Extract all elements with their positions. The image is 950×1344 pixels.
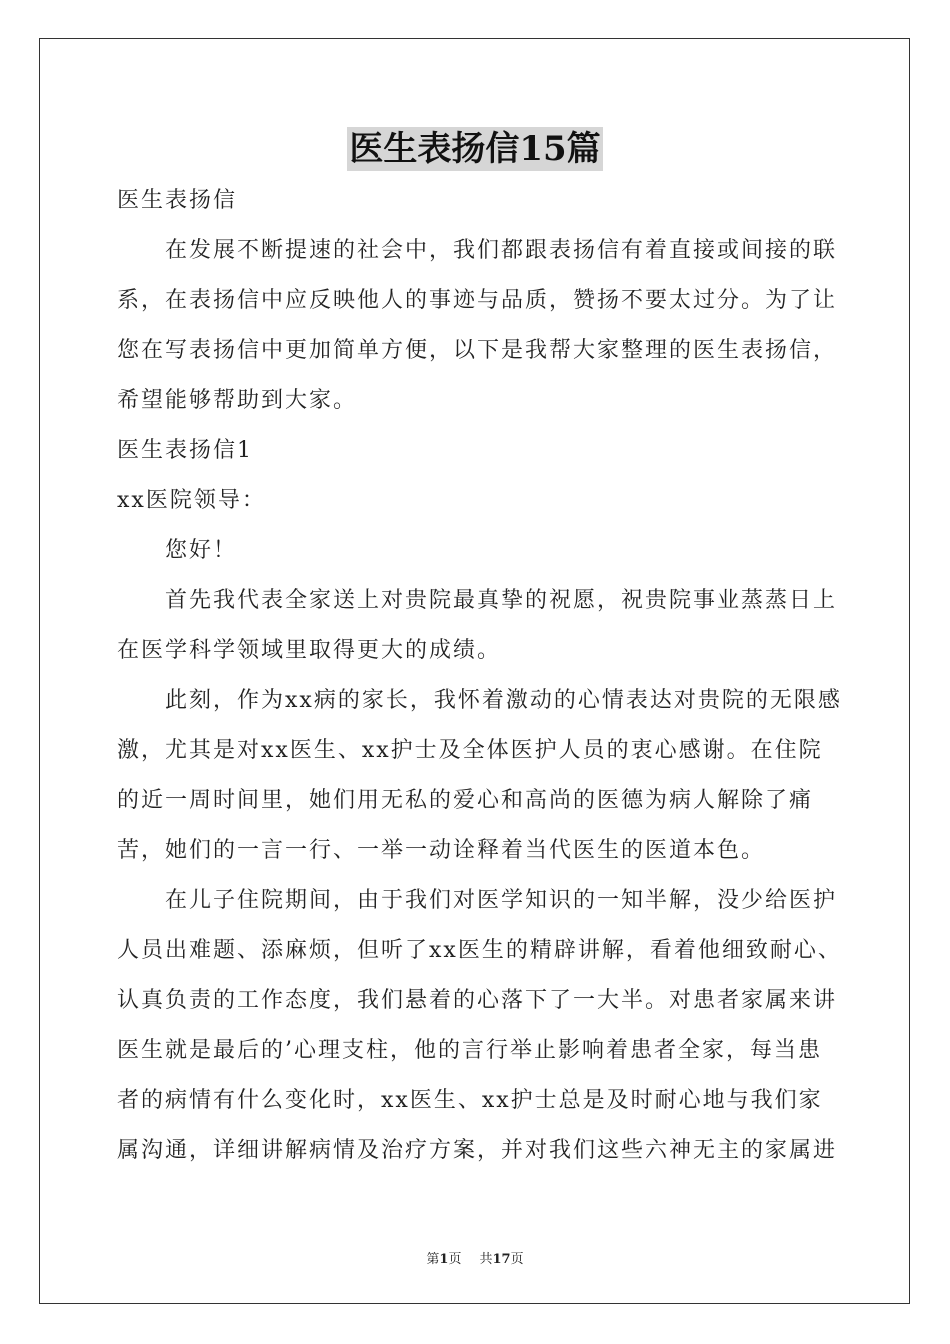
total-label-suffix: 页: [510, 1252, 524, 1267]
paragraph: 首先我代表全家送上对贵院最真挚的祝愿，祝贵院事业蒸蒸日上在医学科学领域里取得更大的成绩。: [117, 588, 838, 663]
current-page-number: 1: [439, 1252, 449, 1267]
document-title: 医生表扬信15篇: [349, 129, 601, 169]
total-page-number: 17: [492, 1252, 511, 1267]
page-footer: [0, 1248, 950, 1267]
page-label-suffix: 页: [448, 1252, 462, 1267]
title-container: [0, 127, 950, 171]
paragraph: 在发展不断提速的社会中，我们都跟表扬信有着直接或间接的联系，在表扬信中应反映他人的事迹与品质，赞扬不要太过分。为了让您在写表扬信中更加简单方便，以下是我帮大家整理的医生表扬信，希望能够帮助到大家。: [117, 238, 838, 413]
paragraph: 医生表扬信: [117, 188, 238, 213]
paragraph: 此刻，作为xx病的家长，我怀着激动的心情表达对贵院的无限感激，尤其是对xx医生、xx护士及全体医护人员的衷心感谢。在住院的近一周时间里，她们用无私的爱心和高尚的医德为病人解除了痛苦，她们的一言一行、一举一动诠释着当代医生的医道本色。: [117, 688, 842, 863]
paragraph: 在儿子住院期间，由于我们对医学知识的一知半解，没少给医护人员出难题、添麻烦，但听了xx医生的精辟讲解，看着他细致耐心、认真负责的工作态度，我们悬着的心落下了一大半。对患者家属来讲医生就是最后的’心理支柱，他的言行举止影响着患者全家，每当患者的病情有什么变化时，xx医生、xx护士总是及时耐心地与我们家属沟通，详细讲解病情及治疗方案，并对我们这些六神无主的家属进: [117, 888, 842, 1163]
paragraph: 您好！: [165, 538, 238, 563]
total-label-prefix: 共: [479, 1252, 493, 1267]
paragraph: 医生表扬信1: [117, 438, 253, 463]
document-body: [117, 176, 845, 1176]
page-label-prefix: 第: [426, 1252, 440, 1267]
paragraph: xx医院领导：: [117, 488, 266, 513]
